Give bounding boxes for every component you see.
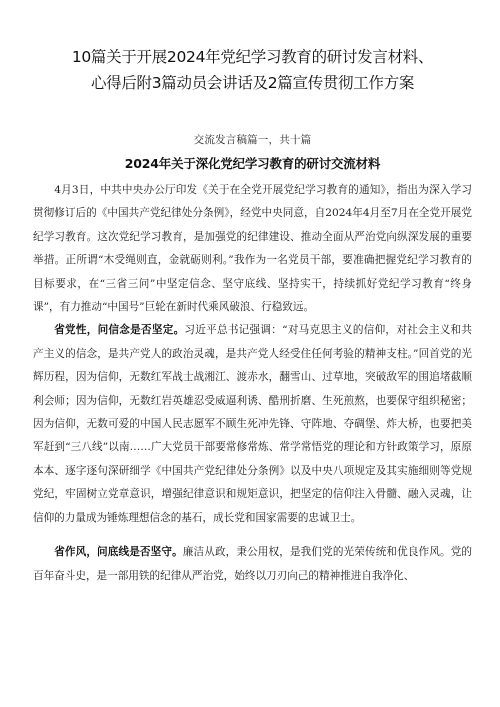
document-body (33, 179, 472, 588)
document-title (33, 0, 472, 96)
paragraph-text: 廉洁从政，秉公用权，是我们党的光荣传统和优良作风。党的百年奋斗史，是一部用铁的纪律从严治党，始终以刀刃向己的精神推进自我净化、 (33, 546, 473, 582)
paragraph-lead: 省党性，问信念是否坚定。 (54, 324, 185, 337)
document-subtitle: 交流发言稿篇一，共十篇 (193, 134, 312, 146)
section-title: 2024年关于深化党纪学习教育的研讨交流材料 (124, 156, 381, 171)
paragraph-party-spirit (33, 319, 472, 530)
document-title-line-1: 10篇关于开展2024年党纪学习教育的研讨发言材料、 (71, 48, 434, 66)
paragraph-intro (33, 179, 472, 319)
paragraph-text: 习近平总书记强调：“对马克思主义的信仰，对社会主义和共产主义的信念，是共产党人的政治灵魂，是共产党人经受住任何考验的精神支柱。”回首党的光辉历程，因为信仰，无数红军战士战湘江、渡赤水，翻雪山、过草地，突破敌军的围追堵截顺利会师；因为信仰，无数红岩英雄忍受威逼利诱、酷刑折磨、生死煎熬，也要保守组织秘密；因为信仰，无数可爱的中国人民志愿军不顾生死冲先锋、守阵地、夺碉堡、炸大桥，也要把美军赶到“三八线”以南……广大党员干部要常修常炼、常学常悟党的理论和方针政策学习，原原本本、逐字逐句深研细学《中国共产党纪律处分条例》以及中央八项规定及其实施细则等党规党纪，牢固树立党章意识，增强纪律意识和规矩意识，把坚定的信仰注入骨髓、融入灵魂，让信仰的力量成为锤炼理想信念的基石，成长党和国家需要的忠诚卫士。 (33, 324, 472, 524)
document-title-line-2: 心得后附3篇动员会讲话及2篇宣传贯彻工作方案 (90, 74, 415, 92)
paragraph-work-style (33, 541, 472, 588)
paragraph-lead: 省作风，问底线是否坚守。 (54, 546, 183, 559)
paragraph-text: 4月3日，中共中央办公厅印发《关于在全党开展党纪学习教育的通知》，指出为深入学习贯彻修订后的《中国共产党纪律处分条例》，经党中央同意，自2024年4月至7月在全党开展党纪学习教育。这次党纪学习教育，是加强党的纪律建设、推动全面从严治党向纵深发展的重要举措。正所谓“木受绳则直，金就砺则利。”我作为一名党员干部，要准确把握党纪学习教育的目标要求，在“三省三问”中坚定信念、坚守底线、坚持实干，持续抓好党纪学习教育“终身课”，有力推动“中国号”巨轮在新时代乘风破浪、行稳致远。 (33, 184, 472, 314)
